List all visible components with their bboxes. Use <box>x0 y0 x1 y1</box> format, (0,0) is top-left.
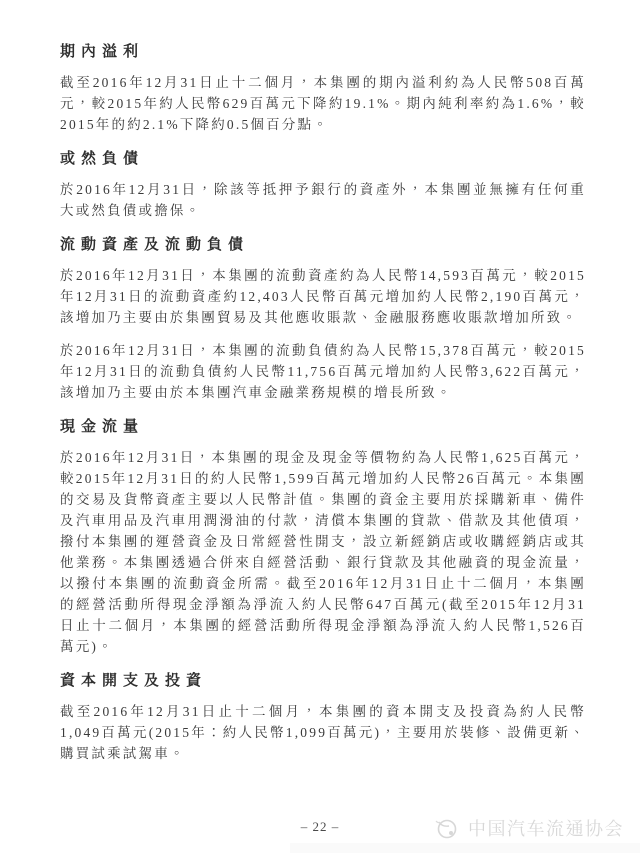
scan-edge-tint <box>290 843 640 853</box>
section-heading: 期內溢利 <box>60 44 145 60</box>
section-current-assets-and-liabilities <box>60 235 586 403</box>
watermark <box>432 813 624 843</box>
section-heading: 流動資產及流動負債 <box>60 237 250 253</box>
section-profit-for-period <box>60 42 586 135</box>
section-heading: 或然負債 <box>60 151 145 167</box>
watermark-text: 中国汽车流通协会 <box>468 819 624 839</box>
paragraph: 截至2016年12月31日止十二個月，本集團的期內溢利約為人民幣508百萬元，較2015年約人民幣629百萬元下降約19.1%。期內純利率約為1.6%，較2015年的約2.1%下降約0.5個百分點。 <box>60 75 586 132</box>
paragraph: 截至2016年12月31日止十二個月，本集團的資本開支及投資為約人民幣1,049百萬元(2015年：約人民幣1,099百萬元)，主要用於裝修、設備更新、購買試乘試駕車。 <box>60 704 586 761</box>
page-number: – 22 – <box>300 819 340 834</box>
section-cash-flow <box>60 417 586 657</box>
paragraph: 於2016年12月31日，除該等抵押予銀行的資產外，本集團並無擁有任何重大或然負債或擔保。 <box>60 182 586 218</box>
section-heading: 資本開支及投資 <box>60 673 208 689</box>
paragraph: 於2016年12月31日，本集團的流動資產約為人民幣14,593百萬元，較2015年12月31日的流動資產約12,403人民幣百萬元增加約人民幣2,190百萬元，該增加乃主要由於集團貿易及其他應收賬款、金融服務應收賬款增加所致。 <box>60 268 586 325</box>
cada-logo-icon <box>432 813 462 843</box>
section-heading: 現金流量 <box>60 419 145 435</box>
section-contingent-liabilities <box>60 149 586 221</box>
section-capital-expenditure-and-investment <box>60 671 586 764</box>
paragraph: 於2016年12月31日，本集團的現金及現金等價物約為人民幣1,625百萬元，較2015年12月31日的約人民幣1,599百萬元增加約人民幣26百萬元。本集團的交易及貨幣資產主要以人民幣計值。集團的資金主要用於採購新車、備件及汽車用品及汽車用潤滑油的付款，清償本集團的貸款、借款及其他債項，撥付本集團的運營資金及日常經營性開支，設立新經銷店或收購經銷店或其他業務。本集團透過合併來自經營活動、銀行貸款及其他融資的現金流量，以撥付本集團的流動資金所需。截至2016年12月31日止十二個月，本集團的經營活動所得現金淨額為淨流入約人民幣647百萬元(截至2015年12月31日止十二個月，本集團的經營活動所得現金淨額為淨流入約人民幣1,526百萬元)。 <box>60 450 586 654</box>
paragraph: 於2016年12月31日，本集團的流動負債約為人民幣15,378百萬元，較2015年12月31日的流動負債約人民幣11,756百萬元增加約人民幣3,622百萬元，該增加乃主要由於本集團汽車金融業務規模的增長所致。 <box>60 343 586 400</box>
